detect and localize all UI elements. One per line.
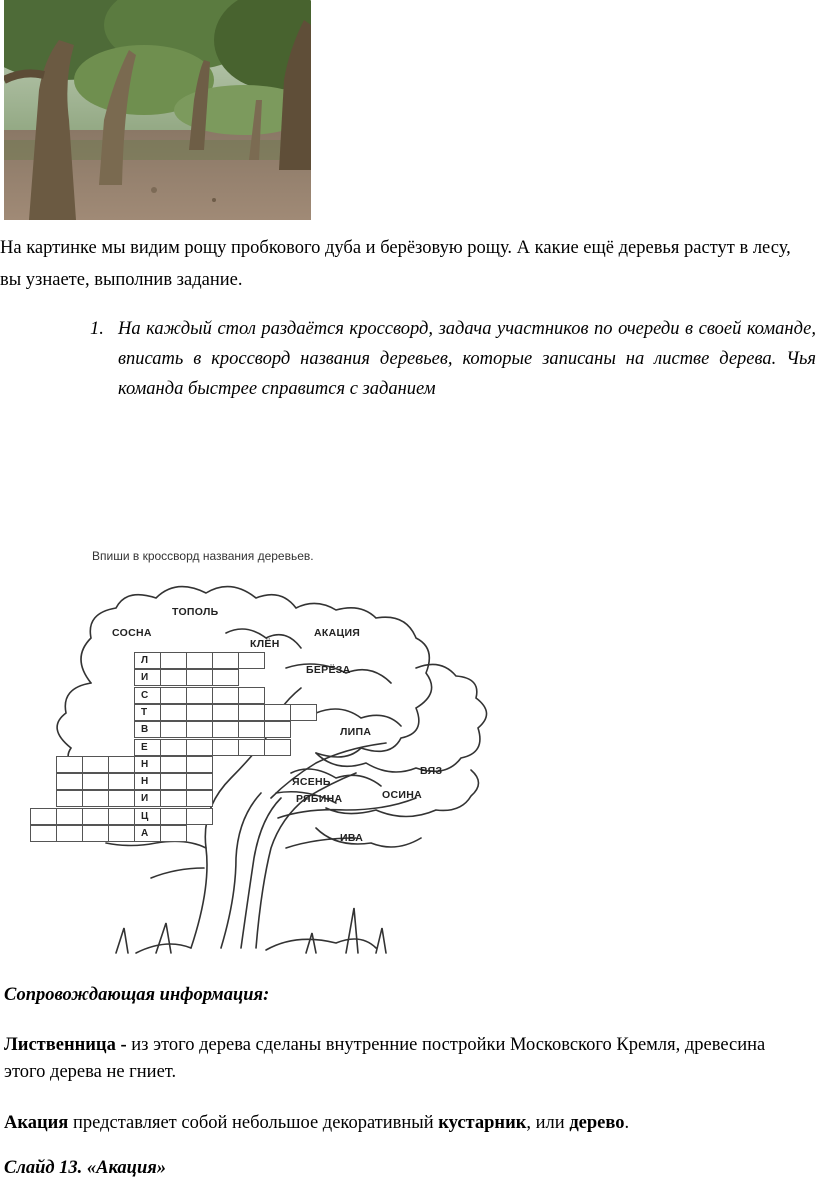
label-yasen: ЯСЕНЬ: [292, 776, 331, 788]
crossword-letter-cell: Ц: [134, 808, 161, 825]
crossword-empty-cell: [186, 652, 213, 669]
crossword-empty-cell: [160, 773, 187, 790]
acacia-shrub: кустарник: [438, 1113, 527, 1133]
crossword-empty-cell: [160, 739, 187, 756]
crossword-empty-cell: [56, 756, 83, 773]
crossword-letter-cell: Т: [134, 704, 161, 721]
crossword-empty-cell: [186, 687, 213, 704]
crossword-empty-cell: [238, 739, 265, 756]
crossword-letter-cell: И: [134, 790, 161, 807]
label-lipa: ЛИПА: [340, 726, 372, 738]
label-ryabina: РЯБИНА: [296, 793, 343, 805]
crossword-empty-cell: [264, 721, 291, 738]
crossword-letter-cell: В: [134, 721, 161, 738]
acacia-end: .: [624, 1113, 630, 1133]
crossword-empty-cell: [56, 825, 83, 842]
crossword-letter-cell: И: [134, 669, 161, 686]
crossword-letter-cell: Н: [134, 773, 161, 790]
crossword-empty-cell: [186, 756, 213, 773]
crossword-empty-cell: [160, 756, 187, 773]
label-osina: ОСИНА: [382, 789, 422, 801]
crossword-empty-cell: [212, 652, 239, 669]
crossword-empty-cell: [160, 790, 187, 807]
crossword-empty-cell: [108, 808, 135, 825]
crossword-empty-cell: [186, 773, 213, 790]
larch-paragraph: [4, 1032, 794, 1086]
label-klen: КЛЁН: [250, 638, 280, 650]
crossword-letter-cell: А: [134, 825, 161, 842]
crossword-empty-cell: [160, 721, 187, 738]
label-akatsiya: АКАЦИЯ: [314, 627, 361, 639]
crossword-empty-cell: [160, 652, 187, 669]
slide-label: Слайд 13. «Акация»: [4, 1158, 167, 1178]
crossword-empty-cell: [186, 790, 213, 807]
crossword-empty-cell: [160, 687, 187, 704]
crossword-letter-cell: Е: [134, 739, 161, 756]
crossword-empty-cell: [186, 721, 213, 738]
crossword-empty-cell: [212, 704, 239, 721]
crossword-empty-cell: [212, 739, 239, 756]
crossword-empty-cell: [238, 687, 265, 704]
acacia-text: представляет собой небольшое декоративный: [68, 1113, 439, 1133]
info-heading: Сопровождающая информация:: [4, 985, 270, 1005]
task-number: 1.: [90, 319, 104, 339]
crossword-empty-cell: [212, 721, 239, 738]
acacia-paragraph: [4, 1110, 794, 1137]
crossword-empty-cell: [56, 790, 83, 807]
crossword-empty-cell: [82, 808, 109, 825]
crossword-empty-cell: [56, 808, 83, 825]
crossword-empty-cell: [108, 825, 135, 842]
crossword-empty-cell: [82, 825, 109, 842]
crossword-letter-cell: С: [134, 687, 161, 704]
acacia-term: Акация: [4, 1113, 69, 1133]
label-sosna: СОСНА: [112, 627, 152, 639]
acacia-or: , или: [526, 1113, 570, 1133]
crossword-empty-cell: [238, 704, 265, 721]
crossword-empty-cell: [56, 773, 83, 790]
label-bereza: БЕРЁЗА: [306, 664, 351, 676]
crossword-empty-cell: [108, 756, 135, 773]
crossword-empty-cell: [186, 739, 213, 756]
crossword-empty-cell: [238, 652, 265, 669]
crossword-empty-cell: [108, 790, 135, 807]
crossword-empty-cell: [212, 687, 239, 704]
crossword-empty-cell: [160, 808, 187, 825]
acacia-tree: дерево: [569, 1113, 625, 1133]
crossword-empty-cell: [264, 739, 291, 756]
label-vyaz: ВЯЗ: [420, 765, 443, 777]
crossword-empty-cell: [212, 669, 239, 686]
crossword-empty-cell: [186, 808, 213, 825]
crossword-letter-cell: Н: [134, 756, 161, 773]
grove-photo: [4, 0, 311, 220]
crossword-title: Впиши в кроссворд названия деревьев.: [92, 549, 314, 563]
crossword-empty-cell: [82, 790, 109, 807]
crossword-empty-cell: [290, 704, 317, 721]
crossword-empty-cell: [160, 825, 187, 842]
intro-paragraph: На картинке мы видим рощу пробкового дуба и берёзовую рощу. А какие ещё деревья растут в лесу, вы узнаете, выполнив задание.: [0, 238, 791, 290]
crossword-empty-cell: [160, 704, 187, 721]
crossword-empty-cell: [186, 669, 213, 686]
task-text: На каждый стол раздаётся кроссворд, задача участников по очереди в своей команде, вписать в кроссворд названия деревьев, которые записаны на листве дерева. Чья команда быстрее справится с заданием: [118, 319, 816, 399]
crossword-empty-cell: [82, 756, 109, 773]
crossword-empty-cell: [186, 704, 213, 721]
crossword-empty-cell: [108, 773, 135, 790]
crossword-empty-cell: [264, 704, 291, 721]
crossword-empty-cell: [82, 773, 109, 790]
crossword-empty-cell: [30, 808, 57, 825]
crossword-empty-cell: [160, 669, 187, 686]
crossword-empty-cell: [238, 721, 265, 738]
crossword-letter-cell: Л: [134, 652, 161, 669]
larch-text: из этого дерева сделаны внутренние постройки Московского Кремля, древесина этого дерева не гниет.: [4, 1035, 766, 1082]
crossword-empty-cell: [30, 825, 57, 842]
label-iva: ИВА: [340, 832, 364, 844]
label-topol: ТОПОЛЬ: [172, 606, 219, 618]
larch-term: Лиственница -: [4, 1035, 127, 1055]
